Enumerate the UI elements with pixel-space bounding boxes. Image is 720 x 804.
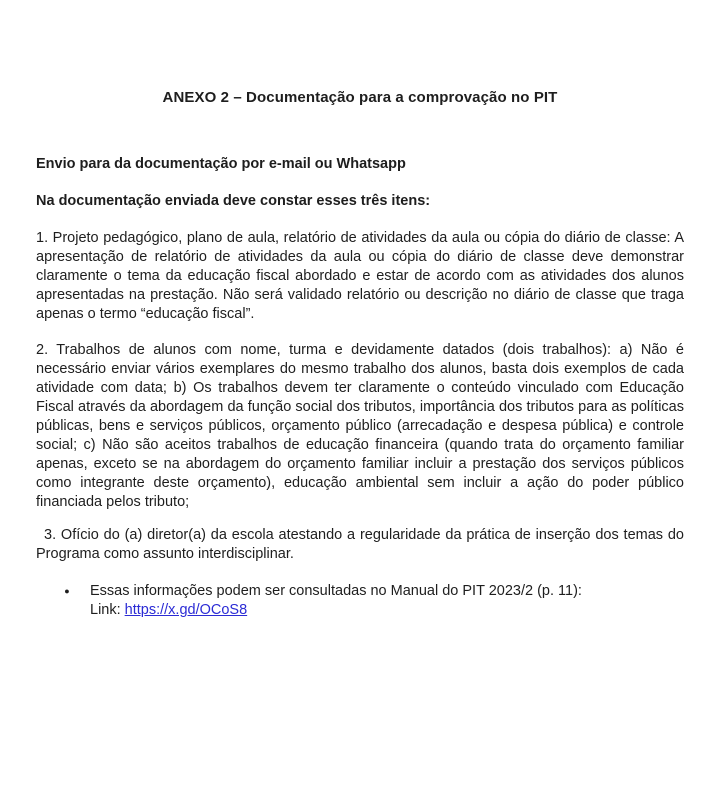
- paragraph-item-3: 3. Ofício do (a) diretor(a) da escola atestando a regularidade da prática de inserção dos temas do Programa como assunto interdisciplinar.: [36, 527, 684, 562]
- bullet-icon: ●: [64, 586, 70, 596]
- bullet-note-text: Essas informações podem ser consultadas no Manual do PIT 2023/2 (p. 11):: [90, 583, 582, 599]
- heading-required-items: Na documentação enviada deve constar esses três itens:: [36, 193, 431, 209]
- manual-pit-link[interactable]: https://x.gd/OCoS8: [124, 602, 248, 618]
- list-item: [36, 582, 684, 620]
- page-title: ANEXO 2 – Documentação para a comprovação no PIT: [162, 89, 558, 106]
- bullet-link-line: [90, 601, 582, 620]
- paragraph-item-1: 1. Projeto pedagógico, plano de aula, relatório de atividades da aula ou cópia do diário de classe: A apresentação de relatório de atividades da aula ou cópia do diário de classe deve demonstrar claramente o tema da educação fiscal abordado e estar de acordo com as atividades dos alunos apresentadas na prestação. Não será validado relatório ou descrição no diário de classe que traga apenas o termo “educação fiscal”.: [36, 230, 684, 322]
- heading-send-documentation: Envio para da documentação por e-mail ou Whatsapp: [36, 156, 406, 172]
- link-label: Link:: [90, 602, 121, 618]
- paragraph-item-2: 2. Trabalhos de alunos com nome, turma e devidamente datados (dois trabalhos): a) Não é necessário enviar vários exemplares do mesmo trabalho dos alunos, basta dois exemplos de cada atividade com data; b) Os trabalhos devem ter claramente o conteúdo vinculado com Educação Fiscal através da abordagem da função social dos tributos, importância dos tributos para as políticas públicas, bens e serviços públicos, orçamento público (arrecadação e despesa pública) e controle social; c) Não são aceitos trabalhos de educação financeira (quando trata do orçamento familiar apenas, exceto se na abordagem do orçamento familiar incluir a prestação dos serviços públicos como integrante deste orçamento), educação ambiental sem incluir a ação do poder público financiada pelos tributo;: [36, 342, 684, 510]
